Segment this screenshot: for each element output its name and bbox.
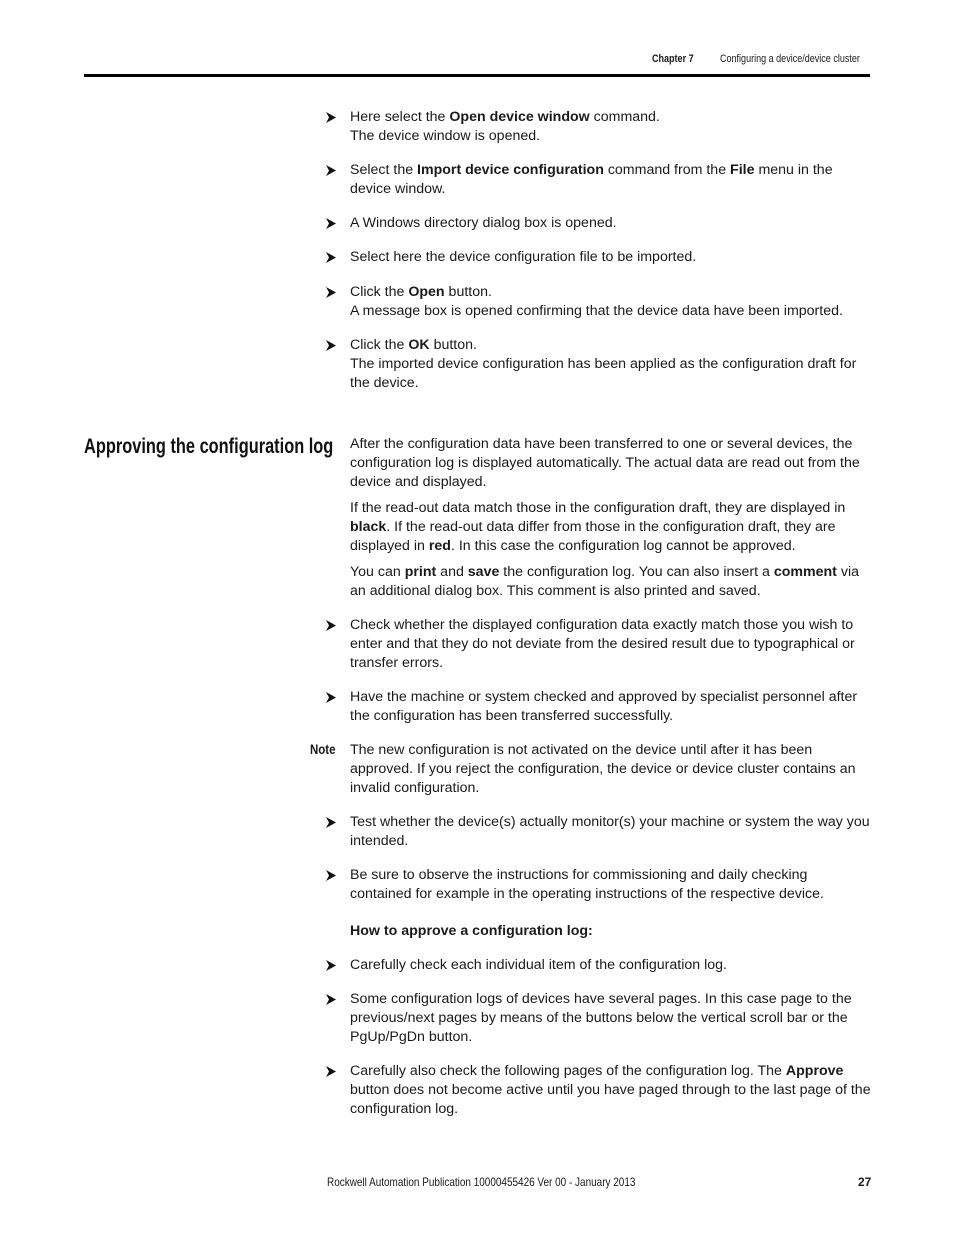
step-item <box>350 108 872 146</box>
paragraph-text: via an additional dialog box. This comment is also printed and saved. <box>350 564 859 599</box>
page-number: 27 <box>858 1175 872 1189</box>
paragraph-text: You can <box>350 564 405 580</box>
arrow-bullet-icon <box>325 283 345 302</box>
step-item: Check whether the displayed configuration data exactly match those you wish to enter and that they do not deviate from the desired result due to typographical or transfer errors. <box>350 617 855 671</box>
paragraph-text: . In this case the configuration log cannot be approved. <box>450 538 796 554</box>
step-text: command. <box>589 109 660 125</box>
step-item: Select here the device configuration file to be imported. <box>350 249 697 265</box>
header-title: Configuring a device/device cluster <box>720 53 860 65</box>
paragraph-text: the configuration log. You can also insert a <box>499 564 774 580</box>
arrow-bullet-icon <box>325 161 345 180</box>
step-result: The device window is opened. <box>350 128 541 144</box>
paragraph-text: and <box>436 564 468 580</box>
step-item: Some configuration logs of devices have several pages. In this case page to the previous/next pages by means of the buttons below the vertical scroll bar or the PgUp/PgDn button. <box>350 991 852 1045</box>
step-bold-text: Open <box>408 284 445 300</box>
header-rule <box>84 74 870 77</box>
step-result: The imported device configuration has been applied as the configuration draft for the device. <box>350 356 857 391</box>
bold-text: print <box>404 564 437 580</box>
arrow-bullet-icon <box>325 956 345 975</box>
step-bold-text: Import device configuration <box>417 162 604 178</box>
step-item <box>350 336 872 393</box>
arrow-bullet-icon <box>325 214 345 233</box>
step-text: Here select the <box>350 109 450 125</box>
arrow-bullet-icon <box>325 866 345 885</box>
note-text: The new configuration is not activated on the device until after it has been approved. If you reject the configuration, the device or device cluster contains an invalid configuration. <box>350 742 856 796</box>
arrow-bullet-icon <box>325 248 345 267</box>
howto-heading: How to approve a configuration log: <box>350 923 593 939</box>
paragraph <box>350 563 872 601</box>
paragraph-text: . If the read-out data differ from those in the configuration draft, they are displayed in <box>350 519 836 554</box>
arrow-bullet-icon <box>325 990 345 1009</box>
step-item: Be sure to observe the instructions for commissioning and daily checking contained for example in the operating instructions of the respective device. <box>350 867 824 902</box>
arrow-bullet-icon <box>325 688 345 707</box>
paragraph-text: If the read-out data match those in the configuration draft, they are displayed in <box>350 500 846 516</box>
step-text: button does not become active until you have paged through to the last page of the configuration log. <box>350 1082 871 1117</box>
step-bold-text: Open device window <box>449 109 590 125</box>
footer-publication: Rockwell Automation Publication 10000455426 Ver 00 - January 2013 <box>327 1175 636 1189</box>
bold-text: comment <box>773 564 837 580</box>
step-item: Carefully check each individual item of the configuration log. <box>350 957 727 973</box>
arrow-bullet-icon <box>325 813 345 832</box>
arrow-bullet-icon <box>325 336 345 355</box>
step-text: Carefully also check the following pages of the configuration log. The <box>350 1063 786 1079</box>
step-bold-text: OK <box>408 337 430 353</box>
section-heading: Approving the configuration log <box>84 435 334 458</box>
bold-text: black <box>350 519 387 535</box>
bold-text: save <box>467 564 500 580</box>
step-item <box>350 1062 872 1119</box>
step-item: A Windows directory dialog box is opened. <box>350 215 617 231</box>
step-result: A message box is opened confirming that the device data have been imported. <box>350 303 843 319</box>
arrow-bullet-icon <box>325 1062 345 1081</box>
header-chapter: Chapter 7 <box>652 53 694 65</box>
step-bold-text: Approve <box>785 1063 844 1079</box>
note-label: Note <box>310 741 336 757</box>
step-text: button. <box>429 337 477 353</box>
step-item: Have the machine or system checked and approved by specialist personnel after the configuration has been transferred successfully. <box>350 689 858 724</box>
step-text: menu in the device window. <box>350 162 833 197</box>
step-text: command from the <box>603 162 731 178</box>
step-bold-text: File <box>730 162 755 178</box>
step-item <box>350 161 872 199</box>
step-item: Test whether the device(s) actually monitor(s) your machine or system the way you intended. <box>350 814 870 849</box>
step-text: button. <box>444 284 492 300</box>
step-text: Select the <box>350 162 418 178</box>
paragraph <box>350 499 872 556</box>
step-text: Click the <box>350 337 409 353</box>
step-text: Click the <box>350 284 409 300</box>
arrow-bullet-icon <box>325 616 345 635</box>
step-item <box>350 283 872 321</box>
bold-text: red <box>428 538 451 554</box>
paragraph: After the configuration data have been transferred to one or several devices, the configuration log is displayed automatically. The actual data are read out from the device and displayed. <box>350 436 860 490</box>
arrow-bullet-icon <box>325 108 345 127</box>
